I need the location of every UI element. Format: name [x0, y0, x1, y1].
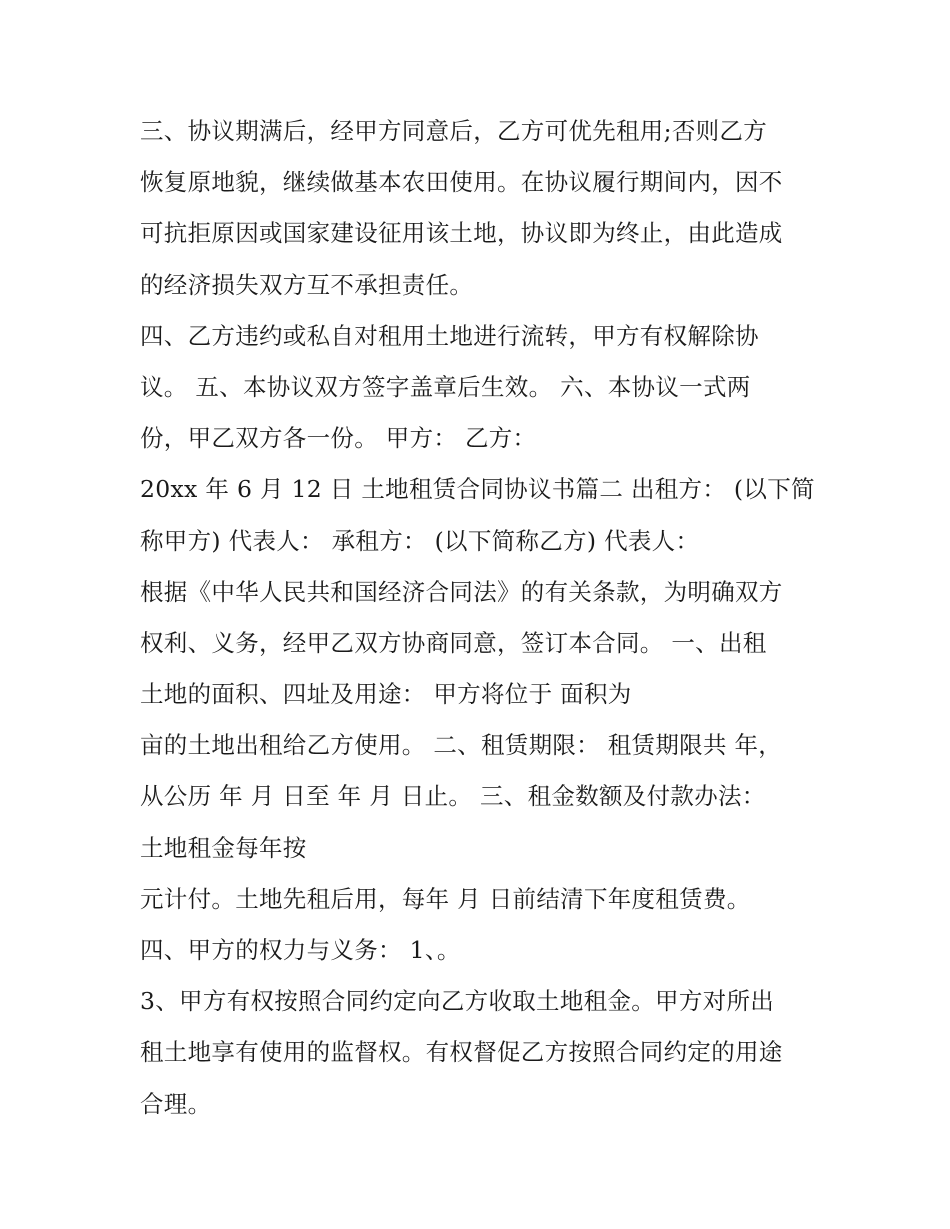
text-line: 四、乙方违约或私自对租用土地进行流转，甲方有权解除协 — [140, 321, 759, 350]
text-line: 3、甲方有权按照合同约定向乙方收取土地租金。甲方对所出 — [140, 987, 775, 1016]
text-line: 根据《中华人民共和国经济合同法》的有关条款，为明确双方 — [140, 577, 783, 606]
text-line: 20xx 年 6 月 12 日 土地租赁合同协议书篇二 出租方： (以下简 — [140, 475, 815, 504]
text-line: 租土地享有使用的监督权。有权督促乙方按照合同约定的用途 — [140, 1038, 783, 1067]
text-line: 土地租金每年按 — [140, 833, 307, 862]
document-body — [140, 106, 830, 1130]
text-line: 权利、义务，经甲乙双方协商同意，签订本合同。 一、出租 — [140, 628, 767, 657]
text-line: 恢复原地貌，继续做基本农田使用。在协议履行期间内，因不 — [140, 168, 783, 197]
text-line: 合理。 — [140, 1089, 212, 1118]
text-line: 可抗拒原因或国家建设征用该土地，协议即为终止，由此造成 — [140, 219, 783, 248]
text-line: 土地的面积、四址及用途： 甲方将位于 面积为 — [140, 680, 632, 709]
text-line: 的经济损失双方互不承担责任。 — [140, 270, 474, 299]
text-line: 从公历 年 月 日至 年 月 日止。 三、租金数额及付款办法： — [140, 782, 766, 811]
text-line: 四、甲方的权力与义务： 1、。 — [140, 936, 461, 964]
text-line: 元计付。土地先租后用，每年 月 日前结清下年度租赁费。 — [140, 884, 751, 913]
text-line: 称甲方) 代表人： 承租方： (以下简称乙方) 代表人： — [140, 526, 700, 555]
text-line: 议。 五、本协议双方签字盖章后生效。 六、本协议一式两 — [140, 372, 751, 401]
text-line: 亩的土地出租给乙方使用。 二、租赁期限： 租赁期限共 年， — [140, 731, 783, 760]
text-line: 三、协议期满后，经甲方同意后，乙方可优先租用;否则乙方 — [140, 117, 768, 145]
text-line: 份，甲乙双方各一份。 甲方： 乙方： — [140, 424, 537, 453]
